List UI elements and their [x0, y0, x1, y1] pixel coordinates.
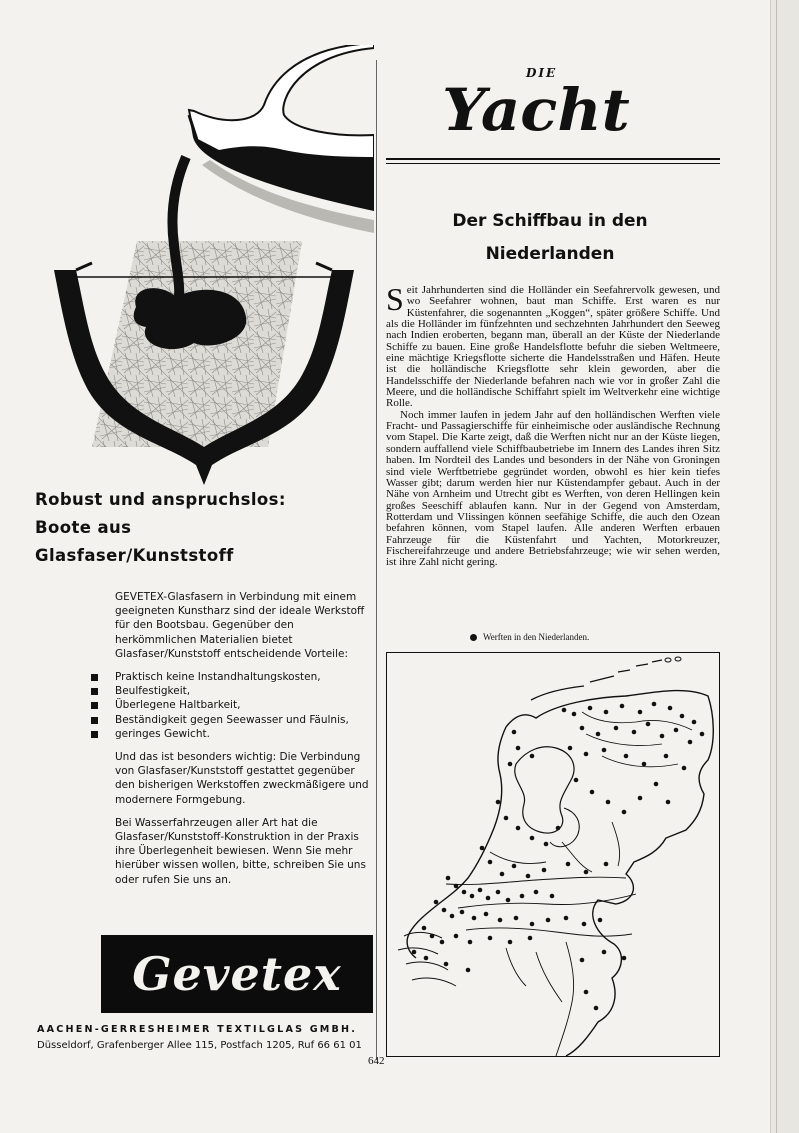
- company-address: Düsseldorf, Grafenberger Allee 115, Postfach 1205, Ruf 66 61 01: [37, 1040, 362, 1051]
- column-divider: [376, 60, 377, 1060]
- feature-item: Beständigkeit gegen Seewasser und Fäulnis,: [89, 713, 377, 727]
- feature-item: Praktisch keine Instandhaltungskosten,: [89, 670, 377, 684]
- ad-intro-paragraph: GEVETEX-Glasfasern in Verbindung mit einem geeigneten Kunstharz sind der ideale Werkstoff für den Bootsbau. Gegenüber den herkömmlichen Materialien bietet Glasfaser/Kunststoff entscheidende Vorteile:: [115, 591, 365, 660]
- headline-line-1: Robust und anspruchslos:: [35, 490, 286, 509]
- square-bullet-icon: [91, 674, 98, 681]
- square-bullet-icon: [91, 717, 98, 724]
- logo-wordmark: Gevetex: [132, 947, 342, 1001]
- ad-body-text: [115, 590, 377, 896]
- square-bullet-icon: [91, 702, 98, 709]
- glass-fiber-pouring-illustration: [34, 45, 374, 485]
- feature-item: geringes Gewicht.: [89, 727, 377, 741]
- header-rule-thin: [386, 163, 720, 164]
- ad-important-paragraph: Und das ist besonders wichtig: Die Verbindung von Glasfaser/Kunststoff gestattet gegenüber den bisherigen Werkstoffen zweckmäßigere und modernere Formgebung.: [115, 751, 369, 806]
- article-body: [386, 281, 720, 569]
- headline-line-3: Glasfaser/Kunststoff: [35, 546, 234, 565]
- page-number: 642: [368, 1055, 385, 1067]
- square-bullet-icon: [91, 688, 98, 695]
- yacht-masthead-logo: [440, 55, 670, 150]
- article-paragraph-1: Seit Jahrhunderten sind die Holländer ein Seefahrervolk gewesen, und wo Seefahrer wohnen, baut man Schiffe. Erst waren es nur Küstenfahrer, die sogenannten „Koggen“, später größere Schiffe. Und als die Holländer im fünfzehnten und sechzehnten Jahrhundert den Seeweg nach Indien eroberten, begann man, überall an der Küste der Niederlande Schiffe zu bauen. Eine große Handelsflotte befuhr die sieben Weltmeere, eine mächtige Kriegsflotte sicherte die Handelsstraßen und Häfen. Heute ist die holländische Kriegsflotte sehr klein geworden, aber die Handelsschiffe der Niederlande befahren nach wie vor in großer Zahl die Meere, und die holländische Schiffahrt spielt im Weltverkehr eine wichtige Rolle.: [386, 281, 720, 410]
- feature-item: Überlegene Haltbarkeit,: [89, 698, 377, 712]
- article-title: [400, 205, 700, 271]
- ad-headline: [35, 486, 365, 570]
- masthead-small-word: DIE: [526, 66, 558, 80]
- article-title-line-2: Niederlanden: [485, 244, 615, 264]
- ad-closing-paragraph: Bei Wasserfahrzeugen aller Art hat die Glasfaser/Kunststoff-Konstruktion in der Praxis ihre Überlegenheit bewiesen. Wenn Sie mehr hierüber wissen wollen, bitte, schreiben Sie uns oder rufen Sie uns an.: [115, 816, 366, 886]
- gevetex-logo: [101, 935, 373, 1013]
- page-gutter: [770, 0, 799, 1133]
- company-name: AACHEN-GERRESHEIMER TEXTILGLAS GMBH.: [37, 1024, 358, 1035]
- netherlands-shipyard-map: [386, 652, 720, 1057]
- drop-cap: S: [386, 281, 404, 317]
- shipyard-dot-icon: [470, 634, 477, 641]
- feature-item: Beulfestigkeit,: [89, 684, 377, 698]
- page-edge-line: [776, 0, 777, 1133]
- article-title-line-1: Der Schiffbau in den: [452, 211, 648, 231]
- feature-list: [89, 670, 377, 741]
- masthead-title: Yacht: [442, 76, 630, 145]
- square-bullet-icon: [91, 731, 98, 738]
- article-paragraph-2: Noch immer laufen in jedem Jahr auf den holländischen Werften viele Fracht- und Passagierschiffe für einheimische oder ausländische Rechnung vom Stapel. Die Karte zeigt, daß die Werften nicht nur an der Küste liegen, sondern auffallend viele Schiffbaubetriebe im Innern des Landes ihren Sitz haben. Im Nordteil des Landes und besonders in der Nähe von Groningen sind viele Werftbetriebe gegründet worden, obwohl es hier kein tiefes Wasser gibt; darum werden hier nur Küstendampfer gebaut. Auch in der Nähe von Arnheim und Utrecht gibt es Werften, von deren Hellingen kein großes Seeschiff ablaufen kann. Nur in der Gegend von Amsterdam, Rotterdam und Vlissingen können seefähige Schiffe, die auch den Ozean befahren können, vom Stapel laufen. Alle anderen Werften erbauen Fahrzeuge für die Küstenfahrt und Yachten, Motorkreuzer, Fischereifahrzeuge und andere Betriebsfahrzeuge; wie wir sehen werden, ist ihre Zahl nicht gering.: [386, 408, 720, 569]
- headline-line-2: Boote aus: [35, 518, 132, 537]
- map-legend: Werften in den Niederlanden.: [470, 632, 589, 642]
- header-rule: [386, 158, 720, 160]
